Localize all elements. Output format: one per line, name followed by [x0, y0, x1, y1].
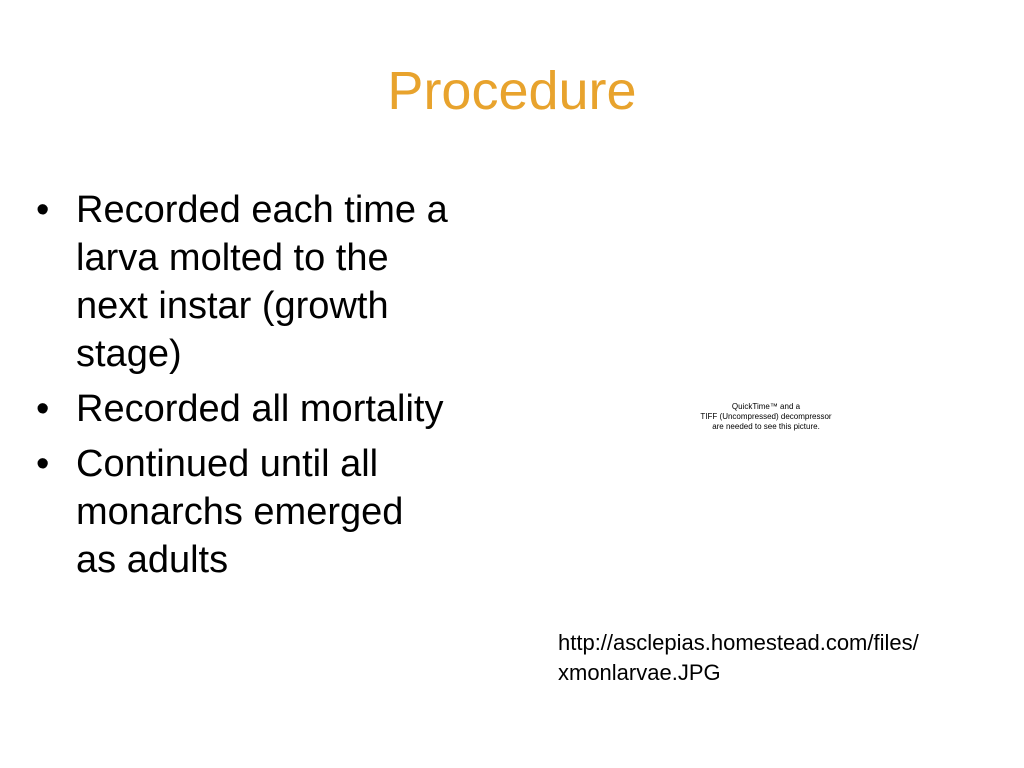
bullet-text-3: Continued until all monarchs emerged as adults: [76, 443, 404, 581]
source-link[interactable]: http://asclepias.homestead.com/files/ xmonlarvae.JPG: [558, 630, 919, 685]
bullet-item-2: [30, 385, 530, 433]
slide-title: Procedure: [387, 61, 637, 121]
bullet-text-1: Recorded each time a larva molted to the next instar (growth stage): [76, 189, 448, 375]
bullet-item-1: [30, 186, 530, 378]
bullet-icon: •: [36, 388, 50, 430]
bullet-text-2: Recorded all mortality: [76, 388, 444, 430]
picture-placeholder: QuickTime™ and a TIFF (Uncompressed) decompressor are needed to see this picture.: [700, 402, 832, 431]
bullet-icon: •: [36, 189, 50, 231]
bullet-list: [30, 186, 530, 591]
bullet-item-3: [30, 440, 530, 584]
bullet-icon: •: [36, 443, 50, 485]
